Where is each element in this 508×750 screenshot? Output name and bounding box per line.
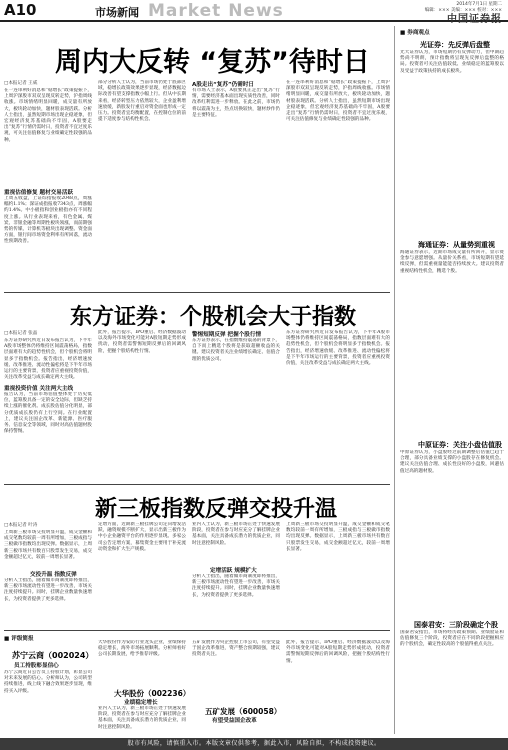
sidebar-title-4: 国泰君安：三阶段确定个股 bbox=[414, 621, 498, 629]
section-title: 市场新闻 bbox=[95, 6, 139, 19]
sidebar-label: ■ 券商观点 bbox=[400, 30, 430, 36]
article3-body-4: 业内人士认为，新三板市场正处于快速发展阶段，投资者在参与时应充分了解挂牌企业基本面，关注具备成长潜力的优质企业，同时注意控制风险。 bbox=[192, 522, 280, 546]
article1-byline: □本报记者 王威 bbox=[4, 81, 38, 86]
article3-body-2: 分析人士指出，随着做市商制度即将推出，新三板市场流动性有望进一步改善，市场关注度持续提升。同时，挂牌企业数量快速增长，为投资者提供了更多选择。 bbox=[4, 578, 92, 602]
article1-body-2: 上周五收盘，上证综指报收2048点，周涨幅约1.1%；深证成指报收7343点，周涨幅约1.4%。中小板指和创业板指亦有不同程度上涨。从行业表现来看，有色金属、煤炭、非银金融等周期性板块领涨，而前期强势的传媒、计算机等板块出现调整。资金面方面，银行间市场资金利率有所回落，流动性预期改善。 bbox=[4, 196, 92, 245]
article3-subhead-1: 交投升温 指数反弹 bbox=[30, 572, 77, 578]
stock2-body-2: 业内人士认为，新三板市场正处于快速发展阶段，投资者在参与时应充分了解挂牌企业基本面，关注具备成长潜力的优质企业，同时注意控制风险。 bbox=[98, 706, 186, 730]
stock2-subtitle: 业绩稳定增长 bbox=[124, 700, 158, 706]
article1-body-3: 部分分析人士认为，当前市场仍处于底部区域，稳增长政策效果逐步显现，经济数据边际改善有望支撑指数小幅上行。但从中长期来看，经济转型压力依然较大，企业盈利增速放缓，新股发行重启对资金面也形成一定压力。投资者宜均衡配置，在控制仓位的前提下适度参与结构性机会。 bbox=[98, 80, 186, 123]
stock1-title: 苏宁云商（002024） bbox=[12, 651, 94, 660]
stock3-body: 五矿发展作为央企控股上市公司，有望受益于国企改革推进，资产整合预期较强，建议投资者关注。 bbox=[192, 640, 280, 658]
footer-disclaimer: 股市有风险，请慎重入市。本版文章仅供参考，据此入市，风险自担，不构成投资建议。 bbox=[0, 738, 508, 750]
stock1-body: 苏宁云商近日公告员工持股计划，彰显公司对未来发展的信心。分析师认为，公司转型持续推进，线上线下融合效果逐步显现，维持买入评级。 bbox=[4, 670, 92, 694]
article3-body-1: 上周新三板市场交投明显升温，成交金额和成交笔数均较前一周有所增加，三板成指与三板做市指数均出现反弹。数据显示，上周新三板市场共有数百只股票发生交易，成交金额超过亿元，较前一周增长显著。 bbox=[4, 530, 92, 560]
header-editors: 编辑：××× 美编：××× 校对：××× bbox=[424, 8, 502, 13]
article1-headline: 周内大反转 “复苏”待时日 bbox=[55, 47, 370, 78]
article2-subhead-2: 警惕短期反弹 把握个股行情 bbox=[192, 332, 262, 338]
stock2-title: 大华股份（002236） bbox=[114, 689, 191, 698]
header-date: 2014年7月1日 星期二 bbox=[456, 2, 502, 7]
article3-byline: □本报记者 叶涛 bbox=[4, 523, 38, 528]
article2-body-5: 东方证券研究所近日发布报告认为，下半年A股市场整体仍将维持区间震荡格局，指数层面难有大的趋势性机会，但个股机会将明显多于指数机会。报告指出，经济增速放缓、改革推进、流动性偏松将是下半年市场运行的主要背景，投资者应重视投资价值，关注改革受益与成长确定两大主线。 bbox=[286, 330, 390, 367]
sidebar-title-1: 光证券：先反弹后盘整 bbox=[420, 41, 490, 49]
bottom-col4-body: 此外，报告提示，IPO重启、经济数据波动以及海外市场变化可能对A股短期走势形成扰动，投资者需警惕短期反弹后的回调风险，把握个股结构性行情。 bbox=[286, 640, 390, 664]
article2-byline: □本报记者 张晶 bbox=[4, 331, 38, 336]
article3-subhead-2: 定增活跃 规模扩大 bbox=[210, 568, 257, 574]
article2-body-3: 此外，报告提示，IPO重启、经济数据波动以及海外市场变化可能对A股短期走势形成扰动，投资者需警惕短期反弹后的回调风险，把握个股结构性行情。 bbox=[98, 330, 186, 354]
article1-body-4: 有市场人士表示，A股要真正走出“复苏”行情，需要经济基本面出现实质性改善，同时改革红利需进一步释放。在此之前，市场仍将以震荡为主，热点切换较快，题材炒作仍是主要特征。 bbox=[192, 88, 280, 118]
sidebar-body-2: 海通证券表示，近期市场成交量有所回升，显示资金参与意愿增强。从量价关系看，市场短期有望延续反弹，但需重视量能能否持续放大。建议投资者重视结构性机会，精选个股。 bbox=[400, 250, 504, 274]
article2-body-1: 东方证券研究所近日发布报告认为，下半年A股市场整体仍将维持区间震荡格局，指数层面难有大的趋势性机会，但个股机会将明显多于指数机会。报告指出，经济增速放缓、改革推进、流动性偏松将是下半年市场运行的主要背景，投资者应重视投资价值，关注改革受益与成长确定两大主线。 bbox=[4, 338, 92, 380]
sidebar-body-1: 光大证券认为，市场短期仍有反弹动力，但中期趋势尚不明朗，预计指数将呈现先反弹后盘整的格局。投资者可关注估值较低、业绩稳定的蓝筹股以及受益于政策扶持的成长板块。 bbox=[400, 50, 504, 74]
page-header bbox=[0, 0, 508, 25]
article3-body-3: 定增方面，近期新三板挂牌公司定向增发活跃，融资规模不断扩大，显示出新三板作为中小企业融资平台的作用逐步显现。多家公司公告定增方案，募集资金主要用于补充流动资金和扩大生产规模。 bbox=[98, 522, 186, 552]
article1-subhead-2: A股走出“复苏”仍需时日 bbox=[192, 82, 255, 88]
divider-line bbox=[4, 292, 390, 293]
page-number: A10 bbox=[4, 1, 37, 19]
article1-subhead-1: 重视估值修复 题材交易活跃 bbox=[4, 190, 74, 196]
newspaper-logo: 中国证券报 bbox=[447, 14, 502, 25]
article2-subhead-1: 重视投资价值 关注两大主线 bbox=[4, 386, 74, 392]
article2-body-4: 东方证券表示，在指数维持震荡的背景下，自下而上精选个股将是获取超额收益的关键。建议投资者关注业绩增长确定、估值合理的优质公司。 bbox=[192, 338, 280, 362]
stock3-subtitle: 有望受益国企改革 bbox=[212, 718, 257, 724]
article1-body-1: 在一连串利好消息和“稳增长”政策提振下，上周沪深股市双双呈现反转走势，沪指周线收涨。市场情绪明显回暖，成交量有所放大，板块轮动加快，题材股表现活跃。分析人士指出，虽然短期市场出现企稳迹象，但宏观经济复苏基础尚不牢固，A股要走出“复苏”行情仍需时日，投资者不宜过度乐观，可关注估值修复与业绩确定性较强的品种。 bbox=[4, 88, 92, 143]
article3-headline: 新三板指数反弹交投升温 bbox=[95, 497, 338, 522]
stock3-title: 五矿发展（600058） bbox=[205, 707, 282, 716]
divider-line bbox=[4, 630, 390, 631]
sidebar-divider bbox=[394, 26, 395, 734]
stock2-body: 大华股份作为安防行业龙头企业，业绩保持稳定增长，海外市场拓展顺利。分析师看好公司长期发展，给予推荐评级。 bbox=[98, 640, 186, 658]
sidebar-body-4: 国泰君安指出，市场将经历政策预期、业绩验证和估值修复三个阶段，投资者应在不同阶段把握相应的个股机会，确定性较高的个股值得重点关注。 bbox=[400, 630, 504, 648]
divider-line bbox=[4, 484, 390, 485]
sidebar-title-2: 海通证券：从量势到重视 bbox=[418, 241, 495, 249]
article1-body-5: 在一连串利好消息和“稳增长”政策提振下，上周沪深股市双双呈现反转走势，沪指周线收涨。市场情绪明显回暖，成交量有所放大，板块轮动加快，题材股表现活跃。分析人士指出，虽然短期市场出现企稳迹象，但宏观经济复苏基础尚不牢固，A股要走出“复苏”行情仍需时日，投资者不宜过度乐观，可关注估值修复与业绩确定性较强的品种。 bbox=[286, 80, 390, 123]
article3-body-5: 分析人士指出，随着做市商制度即将推出，新三板市场流动性有望进一步改善，市场关注度持续提升。同时，挂牌企业数量快速增长，为投资者提供了更多选择。 bbox=[192, 574, 280, 598]
article3-body-6: 上周新三板市场交投明显升温，成交金额和成交笔数均较前一周有所增加，三板成指与三板做市指数均出现反弹。数据显示，上周新三板市场共有数百只股票发生交易，成交金额超过亿元，较前一周增长显著。 bbox=[286, 522, 390, 552]
article2-body-2: 报告认为，当前市场估值整体处于历史低位，蓝筹股具备一定的安全边际，但缺乏持续上涨的催化剂。成长股估值分化明显，部分优质成长股仍有上行空间。在行业配置上，建议关注国企改革、新能源、医疗服务、信息安全等领域，同时对高估值题材股保持警惕。 bbox=[4, 392, 92, 435]
section-title-en: Market News bbox=[148, 1, 284, 21]
stock1-subtitle: 员工持股彰显信心 bbox=[14, 663, 59, 669]
article2-headline: 东方证券：个股机会大于指数 bbox=[70, 305, 357, 330]
ratings-label: ■ 评级简报 bbox=[4, 636, 34, 642]
sidebar-title-3: 中原证券：关注小盘估值股 bbox=[418, 441, 502, 449]
sidebar-body-3: 中原证券认为，小盘股经过前期调整后估值已趋于合理，部分具备业绩支撑的小盘股存在修复机会。建议关注估值合理、成长性良好的小盘股，回避估值过高的题材股。 bbox=[400, 450, 504, 474]
